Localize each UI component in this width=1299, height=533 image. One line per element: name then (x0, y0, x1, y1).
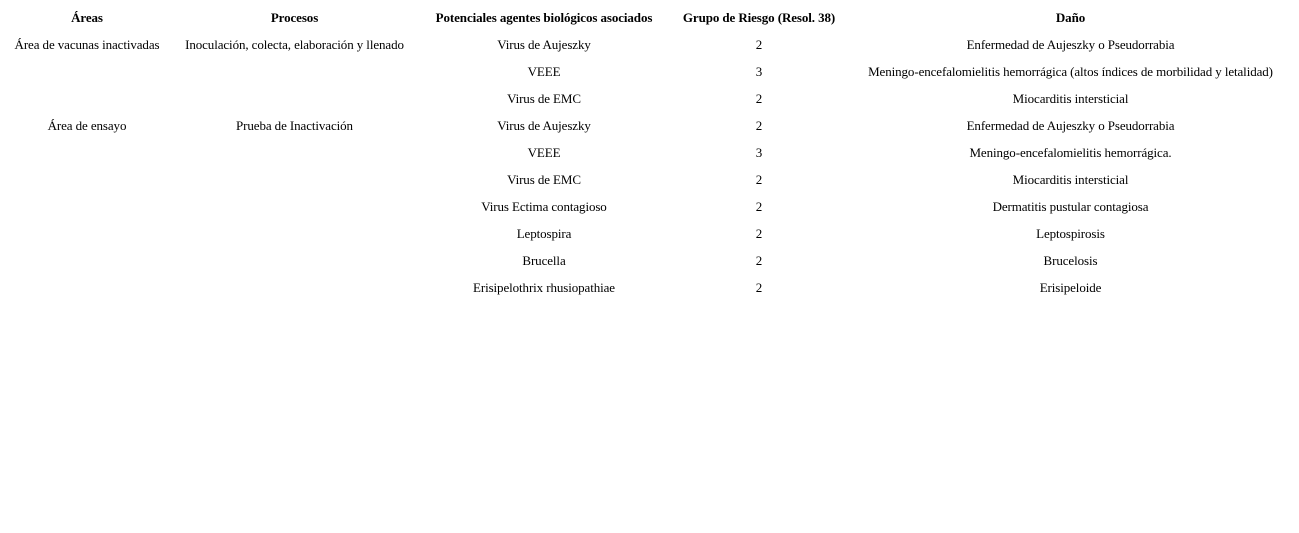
cell-grupo: 2 (755, 90, 763, 106)
table-row (3, 166, 1293, 193)
cell-agente: Leptospira (516, 225, 572, 241)
table-row (3, 274, 1293, 301)
cell-grupo: 2 (755, 198, 763, 214)
cell-grupo: 2 (755, 279, 763, 295)
cell-dano: Enfermedad de Aujeszky o Pseudorrabia (966, 36, 1175, 52)
cell-area (3, 247, 171, 274)
header-areas: Áreas (71, 9, 103, 25)
cell-grupo: 2 (755, 252, 763, 268)
table-row (3, 85, 1293, 112)
cell-area (3, 139, 171, 166)
cell-grupo: 3 (755, 144, 763, 160)
cell-agente: Virus de EMC (507, 90, 581, 106)
cell-dano: Meningo-encefalomielitis hemorrágica. (969, 144, 1172, 160)
cell-proceso (171, 193, 418, 220)
cell-grupo: 2 (755, 36, 763, 52)
header-procesos: Procesos (270, 9, 319, 25)
cell-dano: Miocarditis intersticial (1012, 171, 1129, 187)
cell-area (3, 166, 171, 193)
header-dano: Daño (1055, 9, 1086, 25)
table-header (3, 4, 1293, 31)
table-row (3, 220, 1293, 247)
table-body (3, 31, 1293, 301)
cell-proceso: Prueba de Inactivación (236, 117, 353, 133)
cell-dano: Miocarditis intersticial (1012, 90, 1129, 106)
cell-area (3, 193, 171, 220)
cell-area (3, 58, 171, 85)
cell-grupo: 2 (755, 117, 763, 133)
cell-agente: Virus de Aujeszky (497, 36, 591, 52)
table-row (3, 193, 1293, 220)
table-row (3, 112, 1293, 139)
header-agentes: Potenciales agentes biológicos asociados (435, 9, 653, 25)
cell-dano: Dermatitis pustular contagiosa (992, 198, 1149, 214)
cell-dano: Erisipeloide (1039, 279, 1102, 295)
cell-agente: Brucella (522, 252, 566, 268)
cell-area: Área de vacunas inactivadas (14, 36, 160, 52)
cell-agente: VEEE (527, 63, 561, 79)
cell-agente: Erisipelothrix rhusiopathiae (473, 279, 615, 295)
header-row (3, 4, 1293, 31)
cell-area (3, 220, 171, 247)
cell-proceso (171, 85, 418, 112)
cell-dano: Leptospirosis (1036, 225, 1105, 241)
cell-area: Área de ensayo (47, 117, 127, 133)
cell-agente: Virus Ectima contagioso (481, 198, 607, 214)
table-row (3, 247, 1293, 274)
cell-proceso (171, 247, 418, 274)
cell-proceso (171, 166, 418, 193)
cell-proceso (171, 274, 418, 301)
table-row (3, 139, 1293, 166)
cell-dano: Brucelosis (1043, 252, 1098, 268)
cell-grupo: 3 (755, 63, 763, 79)
biological-risk-table (3, 4, 1293, 301)
cell-area (3, 85, 171, 112)
cell-dano: Enfermedad de Aujeszky o Pseudorrabia (966, 117, 1175, 133)
cell-agente: VEEE (527, 144, 561, 160)
cell-proceso: Inoculación, colecta, elaboración y llenado (185, 36, 404, 52)
cell-agente: Virus de EMC (507, 171, 581, 187)
cell-agente: Virus de Aujeszky (497, 117, 591, 133)
header-grupo-riesgo: Grupo de Riesgo (Resol. 38) (682, 9, 836, 25)
table-row (3, 31, 1293, 58)
cell-proceso (171, 58, 418, 85)
cell-area (3, 274, 171, 301)
cell-proceso (171, 220, 418, 247)
cell-grupo: 2 (755, 225, 763, 241)
table-row (3, 58, 1293, 85)
cell-proceso (171, 139, 418, 166)
cell-grupo: 2 (755, 171, 763, 187)
cell-dano: Meningo-encefalomielitis hemorrágica (altos índices de morbilidad y letalidad) (868, 63, 1273, 79)
